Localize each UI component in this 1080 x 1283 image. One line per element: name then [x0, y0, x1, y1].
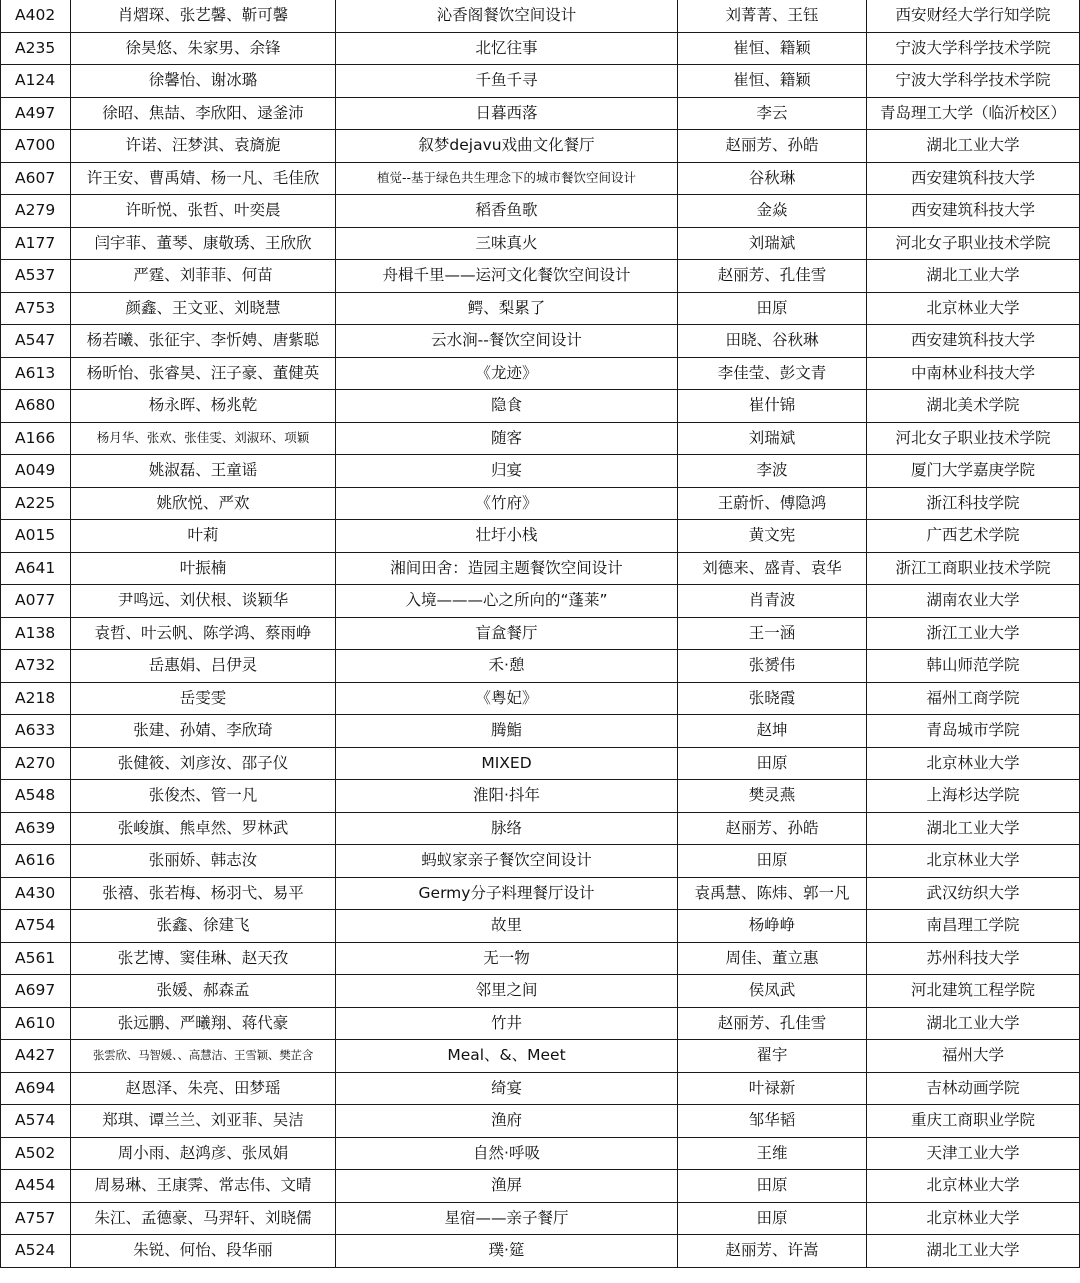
cell-entry-id: A430: [1, 877, 71, 910]
cell-team-members: 许诺、汪梦淇、袁旖旎: [71, 130, 336, 163]
cell-advisor: 叶禄新: [678, 1072, 867, 1105]
cell-team-members: 张峻旗、熊卓然、罗林武: [71, 812, 336, 845]
cell-entry-id: A757: [1, 1202, 71, 1235]
table-row: [1, 747, 1080, 780]
table-row: [1, 1072, 1080, 1105]
cell-advisor: 谷秋琳: [678, 162, 867, 195]
table-row: [1, 65, 1080, 98]
cell-entry-id: A613: [1, 357, 71, 390]
cell-project-title: 沁香阁餐饮空间设计: [336, 0, 678, 32]
cell-team-members: 徐昊悠、朱家男、余锋: [71, 32, 336, 65]
cell-entry-id: A616: [1, 845, 71, 878]
cell-school: 南昌理工学院: [867, 910, 1080, 943]
cell-project-title: 三味真火: [336, 227, 678, 260]
cell-school: 青岛理工大学（临沂校区）: [867, 97, 1080, 130]
cell-school: 青岛城市学院: [867, 715, 1080, 748]
table-row: [1, 715, 1080, 748]
cell-project-title: 蚂蚁家亲子餐饮空间设计: [336, 845, 678, 878]
table-row: [1, 942, 1080, 975]
cell-school: 广西艺术学院: [867, 520, 1080, 553]
cell-entry-id: A607: [1, 162, 71, 195]
cell-project-title: 渔屏: [336, 1170, 678, 1203]
cell-team-members: 郑琪、谭兰兰、刘亚菲、吴洁: [71, 1105, 336, 1138]
table-row: [1, 130, 1080, 163]
cell-advisor: 刘瑞斌: [678, 422, 867, 455]
table-row: [1, 487, 1080, 520]
cell-school: 湖北工业大学: [867, 130, 1080, 163]
cell-advisor: 袁禹慧、陈炜、郭一凡: [678, 877, 867, 910]
table-row: [1, 1040, 1080, 1073]
cell-project-title: 叙梦dejavu戏曲文化餐厅: [336, 130, 678, 163]
cell-advisor: 田原: [678, 1202, 867, 1235]
table-row: [1, 97, 1080, 130]
cell-project-title: 随客: [336, 422, 678, 455]
cell-project-title: 淮阳·抖年: [336, 780, 678, 813]
cell-project-title: 竹井: [336, 1007, 678, 1040]
cell-advisor: 赵丽芳、孔佳雪: [678, 260, 867, 293]
cell-school: 湖北工业大学: [867, 260, 1080, 293]
cell-team-members: 张媛、郝森孟: [71, 975, 336, 1008]
results-table-body: [1, 0, 1080, 1267]
cell-entry-id: A732: [1, 650, 71, 683]
cell-school: 武汉纺织大学: [867, 877, 1080, 910]
table-row: [1, 1105, 1080, 1138]
cell-entry-id: A680: [1, 390, 71, 423]
cell-project-title: 故里: [336, 910, 678, 943]
cell-advisor: 李云: [678, 97, 867, 130]
cell-entry-id: A218: [1, 682, 71, 715]
cell-project-title: 植觉--基于绿色共生理念下的城市餐饮空间设计: [336, 162, 678, 195]
cell-entry-id: A497: [1, 97, 71, 130]
cell-advisor: 刘德来、盛青、袁华: [678, 552, 867, 585]
cell-advisor: 邹华韬: [678, 1105, 867, 1138]
cell-team-members: 徐馨怡、谢冰璐: [71, 65, 336, 98]
cell-school: 中南林业科技大学: [867, 357, 1080, 390]
cell-project-title: 无一物: [336, 942, 678, 975]
cell-advisor: 张晓霞: [678, 682, 867, 715]
cell-project-title: 星宿——亲子餐厅: [336, 1202, 678, 1235]
cell-school: 韩山师范学院: [867, 650, 1080, 683]
cell-team-members: 张建、孙婧、李欣琦: [71, 715, 336, 748]
table-row: [1, 1007, 1080, 1040]
cell-team-members: 张俊杰、管一凡: [71, 780, 336, 813]
cell-team-members: 姚淑磊、王童谣: [71, 455, 336, 488]
cell-team-members: 张健筱、刘彦汝、邵子仪: [71, 747, 336, 780]
table-row: [1, 0, 1080, 32]
cell-entry-id: A077: [1, 585, 71, 618]
cell-team-members: 肖熠琛、张艺馨、靳可馨: [71, 0, 336, 32]
cell-team-members: 张雲欣、马智媛、、高慧洁、王雪颖、樊芷含: [71, 1040, 336, 1073]
cell-school: 宁波大学科学技术学院: [867, 32, 1080, 65]
cell-entry-id: A502: [1, 1137, 71, 1170]
cell-entry-id: A641: [1, 552, 71, 585]
cell-team-members: 赵恩泽、朱亮、田梦瑶: [71, 1072, 336, 1105]
table-row: [1, 812, 1080, 845]
cell-entry-id: A402: [1, 0, 71, 32]
table-row: [1, 455, 1080, 488]
cell-school: 河北女子职业技术学院: [867, 227, 1080, 260]
cell-advisor: 田原: [678, 1170, 867, 1203]
cell-advisor: 王一涵: [678, 617, 867, 650]
table-row: [1, 1137, 1080, 1170]
cell-advisor: 田晓、谷秋琳: [678, 325, 867, 358]
cell-project-title: Meal、&、Meet: [336, 1040, 678, 1073]
cell-school: 河北女子职业技术学院: [867, 422, 1080, 455]
cell-team-members: 严霆、刘菲菲、何苗: [71, 260, 336, 293]
cell-entry-id: A454: [1, 1170, 71, 1203]
cell-entry-id: A574: [1, 1105, 71, 1138]
cell-school: 吉林动画学院: [867, 1072, 1080, 1105]
cell-advisor: 赵丽芳、许嵩: [678, 1235, 867, 1268]
cell-team-members: 周易琳、王康霁、常志伟、文晴: [71, 1170, 336, 1203]
cell-advisor: 王蔚忻、傅隐鸿: [678, 487, 867, 520]
cell-advisor: 崔恒、籍颖: [678, 65, 867, 98]
cell-school: 北京林业大学: [867, 1170, 1080, 1203]
cell-team-members: 尹鸣远、刘伏根、谈颖华: [71, 585, 336, 618]
cell-project-title: 入境———心之所向的“蓬莱”: [336, 585, 678, 618]
cell-school: 天津工业大学: [867, 1137, 1080, 1170]
cell-team-members: 岳惠娟、吕伊灵: [71, 650, 336, 683]
cell-entry-id: A537: [1, 260, 71, 293]
cell-advisor: 黄文宪: [678, 520, 867, 553]
cell-project-title: 稻香鱼歌: [336, 195, 678, 228]
cell-team-members: 许昕悦、张哲、叶奕晨: [71, 195, 336, 228]
cell-advisor: 翟宇: [678, 1040, 867, 1073]
cell-project-title: 渔府: [336, 1105, 678, 1138]
cell-project-title: 自然·呼吸: [336, 1137, 678, 1170]
cell-entry-id: A166: [1, 422, 71, 455]
cell-entry-id: A427: [1, 1040, 71, 1073]
cell-project-title: 脉络: [336, 812, 678, 845]
cell-team-members: 杨月华、张欢、张佳雯、刘淑环、项颖: [71, 422, 336, 455]
cell-entry-id: A547: [1, 325, 71, 358]
table-row: [1, 390, 1080, 423]
cell-advisor: 赵丽芳、孙皓: [678, 812, 867, 845]
cell-entry-id: A633: [1, 715, 71, 748]
cell-entry-id: A015: [1, 520, 71, 553]
cell-team-members: 周小雨、赵鸿彦、张凤娟: [71, 1137, 336, 1170]
cell-entry-id: A225: [1, 487, 71, 520]
cell-school: 北京林业大学: [867, 292, 1080, 325]
table-row: [1, 910, 1080, 943]
cell-entry-id: A700: [1, 130, 71, 163]
table-row: [1, 650, 1080, 683]
cell-advisor: 杨峥峥: [678, 910, 867, 943]
cell-team-members: 叶莉: [71, 520, 336, 553]
cell-advisor: 李波: [678, 455, 867, 488]
cell-school: 厦门大学嘉庚学院: [867, 455, 1080, 488]
cell-school: 宁波大学科学技术学院: [867, 65, 1080, 98]
cell-advisor: 刘瑞斌: [678, 227, 867, 260]
cell-team-members: 朱江、孟德豪、马羿轩、刘晓儒: [71, 1202, 336, 1235]
cell-school: 浙江工商职业技术学院: [867, 552, 1080, 585]
cell-project-title: 《竹府》: [336, 487, 678, 520]
cell-advisor: 周佳、董立惠: [678, 942, 867, 975]
cell-project-title: 壮圩小栈: [336, 520, 678, 553]
cell-school: 西安建筑科技大学: [867, 195, 1080, 228]
table-row: [1, 292, 1080, 325]
cell-project-title: 《龙迹》: [336, 357, 678, 390]
cell-entry-id: A753: [1, 292, 71, 325]
table-row: [1, 1235, 1080, 1268]
cell-school: 浙江科技学院: [867, 487, 1080, 520]
cell-project-title: 绮宴: [336, 1072, 678, 1105]
cell-team-members: 杨若曦、张征宇、李忻娉、唐紫聪: [71, 325, 336, 358]
cell-team-members: 袁哲、叶云帆、陈学鸿、蔡雨峥: [71, 617, 336, 650]
table-row: [1, 975, 1080, 1008]
cell-team-members: 张远鹏、严曦翔、蒋代豪: [71, 1007, 336, 1040]
table-row: [1, 780, 1080, 813]
cell-entry-id: A138: [1, 617, 71, 650]
cell-advisor: 侯凤武: [678, 975, 867, 1008]
cell-entry-id: A235: [1, 32, 71, 65]
cell-school: 湖北美术学院: [867, 390, 1080, 423]
cell-school: 河北建筑工程学院: [867, 975, 1080, 1008]
cell-entry-id: A177: [1, 227, 71, 260]
cell-advisor: 赵坤: [678, 715, 867, 748]
cell-school: 北京林业大学: [867, 1202, 1080, 1235]
table-row: [1, 845, 1080, 878]
table-row: [1, 227, 1080, 260]
cell-project-title: 璞·筵: [336, 1235, 678, 1268]
cell-project-title: 湘间田舍：造园主题餐饮空间设计: [336, 552, 678, 585]
cell-team-members: 叶振楠: [71, 552, 336, 585]
cell-team-members: 张丽娇、韩志汝: [71, 845, 336, 878]
cell-entry-id: A754: [1, 910, 71, 943]
cell-project-title: 日暮西落: [336, 97, 678, 130]
table-row: [1, 422, 1080, 455]
cell-project-title: 腾鮨: [336, 715, 678, 748]
cell-school: 福州大学: [867, 1040, 1080, 1073]
cell-advisor: 田原: [678, 292, 867, 325]
cell-school: 北京林业大学: [867, 747, 1080, 780]
table-row: [1, 325, 1080, 358]
cell-advisor: 赵丽芳、孙皓: [678, 130, 867, 163]
table-row: [1, 195, 1080, 228]
table-row: [1, 552, 1080, 585]
table-row: [1, 617, 1080, 650]
table-row: [1, 1170, 1080, 1203]
table-row: [1, 520, 1080, 553]
cell-advisor: 樊灵燕: [678, 780, 867, 813]
cell-advisor: 赵丽芳、孔佳雪: [678, 1007, 867, 1040]
cell-school: 湖北工业大学: [867, 1235, 1080, 1268]
cell-advisor: 金焱: [678, 195, 867, 228]
cell-advisor: 崔恒、籍颖: [678, 32, 867, 65]
table-row: [1, 162, 1080, 195]
cell-team-members: 朱锐、何怡、段华丽: [71, 1235, 336, 1268]
cell-school: 上海杉达学院: [867, 780, 1080, 813]
cell-school: 湖南农业大学: [867, 585, 1080, 618]
cell-project-title: 归宴: [336, 455, 678, 488]
cell-advisor: 刘菁菁、王钰: [678, 0, 867, 32]
cell-team-members: 闫宇菲、董琴、康敬琇、王欣欣: [71, 227, 336, 260]
table-row: [1, 877, 1080, 910]
cell-project-title: 隐食: [336, 390, 678, 423]
table-row: [1, 260, 1080, 293]
cell-entry-id: A697: [1, 975, 71, 1008]
cell-entry-id: A524: [1, 1235, 71, 1268]
cell-team-members: 杨永晖、杨兆乾: [71, 390, 336, 423]
cell-entry-id: A610: [1, 1007, 71, 1040]
cell-entry-id: A548: [1, 780, 71, 813]
cell-project-title: 《粤妃》: [336, 682, 678, 715]
cell-entry-id: A049: [1, 455, 71, 488]
cell-school: 湖北工业大学: [867, 812, 1080, 845]
table-row: [1, 357, 1080, 390]
cell-project-title: 鳄、梨累了: [336, 292, 678, 325]
cell-school: 苏州科技大学: [867, 942, 1080, 975]
cell-team-members: 岳雯雯: [71, 682, 336, 715]
cell-project-title: 盲盒餐厅: [336, 617, 678, 650]
table-row: [1, 682, 1080, 715]
cell-school: 浙江工业大学: [867, 617, 1080, 650]
table-row: [1, 1202, 1080, 1235]
cell-advisor: 肖青波: [678, 585, 867, 618]
cell-team-members: 张禧、张若梅、杨羽弋、易平: [71, 877, 336, 910]
cell-project-title: 千鱼千寻: [336, 65, 678, 98]
cell-entry-id: A561: [1, 942, 71, 975]
table-row: [1, 585, 1080, 618]
cell-school: 重庆工商职业学院: [867, 1105, 1080, 1138]
cell-team-members: 颜鑫、王文亚、刘晓慧: [71, 292, 336, 325]
cell-project-title: Germy分子料理餐厅设计: [336, 877, 678, 910]
cell-entry-id: A124: [1, 65, 71, 98]
cell-project-title: 北忆往事: [336, 32, 678, 65]
cell-team-members: 徐昭、焦喆、李欣阳、逯釜沛: [71, 97, 336, 130]
table-row: [1, 32, 1080, 65]
cell-advisor: 田原: [678, 747, 867, 780]
cell-school: 西安建筑科技大学: [867, 325, 1080, 358]
cell-entry-id: A279: [1, 195, 71, 228]
cell-project-title: 邻里之间: [336, 975, 678, 1008]
cell-entry-id: A270: [1, 747, 71, 780]
cell-advisor: 崔什锦: [678, 390, 867, 423]
cell-school: 北京林业大学: [867, 845, 1080, 878]
cell-school: 西安建筑科技大学: [867, 162, 1080, 195]
cell-entry-id: A639: [1, 812, 71, 845]
cell-school: 西安财经大学行知学院: [867, 0, 1080, 32]
cell-team-members: 姚欣悦、严欢: [71, 487, 336, 520]
cell-project-title: 禾·憩: [336, 650, 678, 683]
cell-team-members: 许王安、曹禹婧、杨一凡、毛佳欣: [71, 162, 336, 195]
cell-team-members: 杨昕怡、张睿昊、汪子豪、董健英: [71, 357, 336, 390]
cell-team-members: 张鑫、徐建飞: [71, 910, 336, 943]
cell-project-title: MIXED: [336, 747, 678, 780]
cell-advisor: 李佳莹、彭文青: [678, 357, 867, 390]
cell-entry-id: A694: [1, 1072, 71, 1105]
cell-advisor: 田原: [678, 845, 867, 878]
cell-school: 湖北工业大学: [867, 1007, 1080, 1040]
cell-school: 福州工商学院: [867, 682, 1080, 715]
cell-project-title: 舟楫千里——运河文化餐饮空间设计: [336, 260, 678, 293]
cell-advisor: 王维: [678, 1137, 867, 1170]
cell-project-title: 云水涧--餐饮空间设计: [336, 325, 678, 358]
cell-team-members: 张艺博、窦佳琳、赵天孜: [71, 942, 336, 975]
cell-advisor: 张赟伟: [678, 650, 867, 683]
